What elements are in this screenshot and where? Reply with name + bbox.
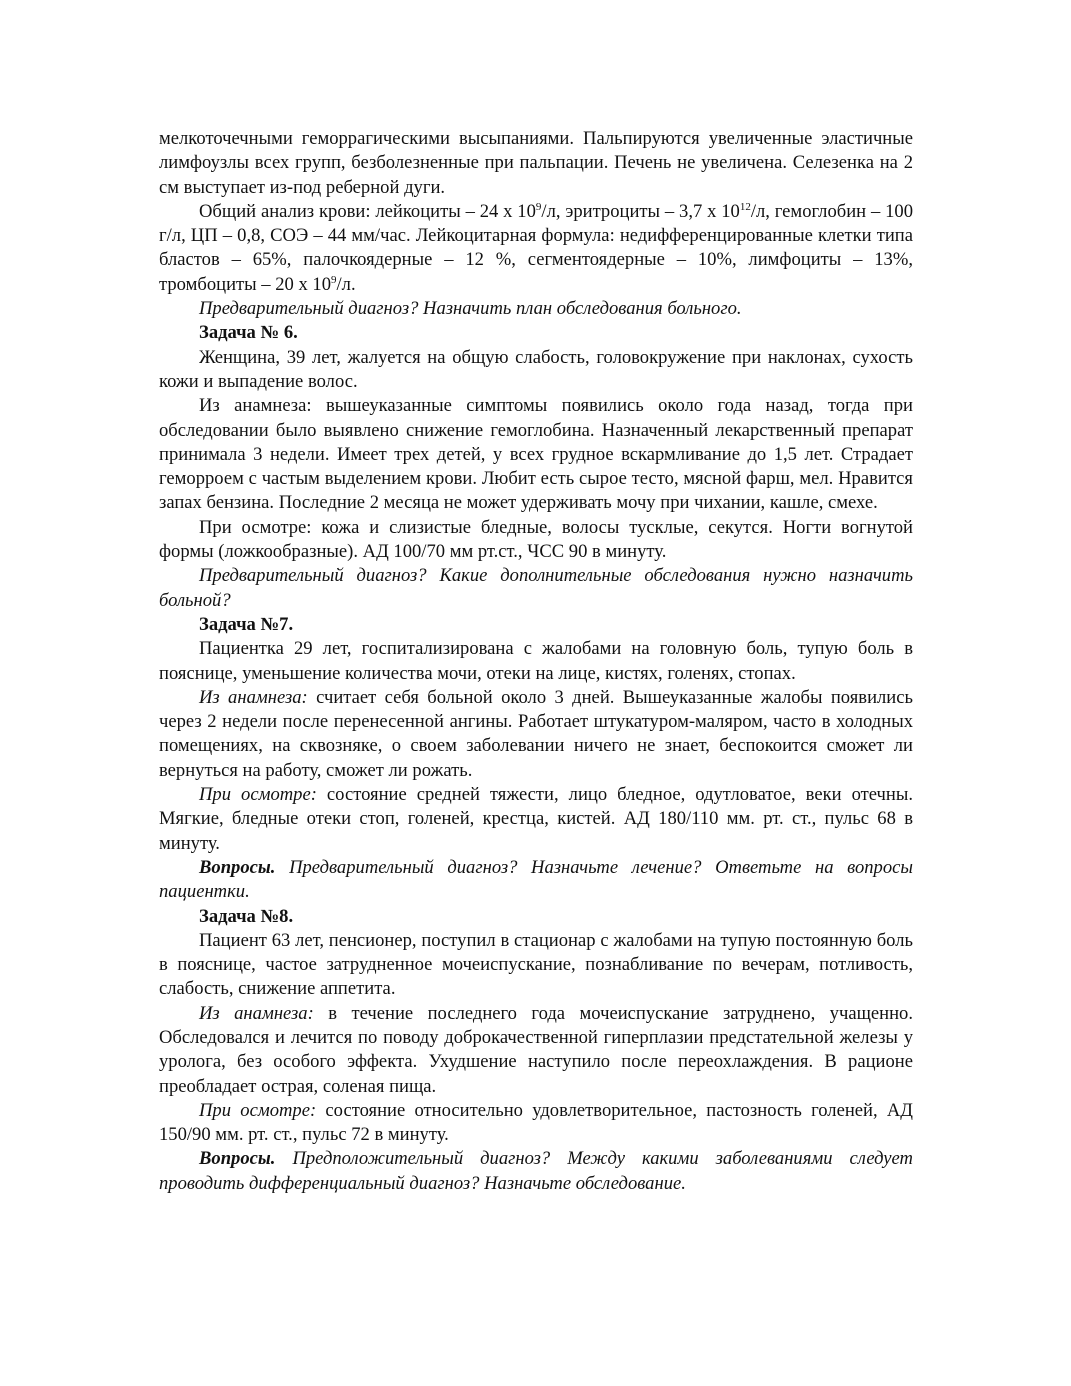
examination-label: При осмотре: <box>199 1099 317 1121</box>
task7-questions: Вопросы. Предварительный диагноз? Назначьте лечение? Ответьте на вопросы пациентки. <box>159 856 913 903</box>
anamnesis-label: Из анамнеза: <box>199 686 308 708</box>
paragraph-exam-continued: мелкоточечными геморрагическими высыпаниями. Пальпируются увеличенные эластичные лимфоузлы всех групп, безболезненные при пальпации. Печень не увеличена. Селезенка на 2 см выступает из-под реберной дуги. <box>159 128 913 198</box>
task6-question: Предварительный диагноз? Какие дополнительные обследования нужно назначить больной? <box>159 565 913 611</box>
task6-title: Задача № 6. <box>199 322 298 344</box>
document-page <box>159 127 913 1196</box>
task8-anamnesis: Из анамнеза: в течение последнего года мочеиспускание затруднено, учащенно. Обследовался и лечится по поводу доброкачественной гиперплазии предстательной железы у уролога, без особого эффекта. Ухудшение наступило после переохлаждения. В рационе преобладает острая, соленая пища. <box>159 1002 913 1097</box>
question-task5: Предварительный диагноз? Назначить план обследования больного. <box>199 298 742 320</box>
task7-anamnesis: Из анамнеза: считает себя больной около 3 дней. Вышеуказанные жалобы появились через 2 недели после перенесенной ангины. Работает штукатуром-маляром, часто в холодных помещениях, на сквозняке, о своем заболевании ничего не знает, беспокоится сможет ли вернуться на работу, сможет ли рожать. <box>159 686 913 781</box>
questions-label: Вопросы. <box>199 1148 276 1170</box>
anamnesis-label: Из анамнеза: <box>199 1002 314 1024</box>
task6-complaints: Женщина, 39 лет, жалуется на общую слабость, головокружение при наклонах, сухость кожи и выпадение волос. <box>159 346 913 392</box>
task6-examination: При осмотре: кожа и слизистые бледные, волосы тусклые, секутся. Ногти вогнутой формы (ложкообразные). АД 100/70 мм рт.ст., ЧСС 90 в минуту. <box>159 516 913 563</box>
paragraph-blood-test: Общий анализ крови: лейкоциты – 24 х $10^9/л$, эритроциты – 3,7 х $10^{12}/л$, гемоглобин – 100 г/л, ЦП – 0,8, СОЭ – 44 мм/час. Лейкоцитарная формула: недифференцированные клетки типа бластов – 65%, палочкоядерные – 12 %, сегментоядерные – 10%, лимфоциты – 13%, тромбоциты – 20 х $10^9/л$. <box>159 200 913 295</box>
task6-anamnesis: Из анамнеза: вышеуказанные симптомы появились около года назад, тогда при обследовании было выявлено снижение гемоглобина. Назначенный лекарственный препарат принимала 3 недели. Имеет трех детей, у всех грудное вскармливание до 1,5 лет. Страдает геморроем с частым выделением крови. Любит есть сырое тесто, мясной фарш, мел. Нравится запах бензина. Последние 2 месяца не может удерживать мочу при чихании, кашле, смехе. <box>159 395 913 514</box>
task7-examination: При осмотре: состояние средней тяжести, лицо бледное, одутловатое, веки отечны. Мягкие, бледные отеки стоп, голеней, крестца, кистей. АД 180/110 мм. рт. ст., пульс 68 в минуту. <box>159 784 913 854</box>
task8-complaints: Пациент 63 лет, пенсионер, поступил в стационар с жалобами на тупую постоянную боль в пояснице, частое затрудненное мочеиспускание, познабливание по вечерам, потливость, слабость, снижение аппетита. <box>159 929 913 1000</box>
task8-questions: Вопросы. Предположительный диагноз? Между какими заболеваниями следует проводить дифференциальный диагноз? Назначьте обследование. <box>159 1148 913 1194</box>
task8-examination: При осмотре: состояние относительно удовлетворительное, пастозность голеней, АД 150/90 мм. рт. ст., пульс 72 в минуту. <box>159 1099 913 1146</box>
questions-label: Вопросы. <box>199 856 276 878</box>
task7-title: Задача №7. <box>199 613 294 635</box>
task8-title: Задача №8. <box>199 905 294 927</box>
examination-label: При осмотре: <box>199 784 317 806</box>
task7-complaints: Пациентка 29 лет, госпитализирована с жалобами на головную боль, тупую боль в пояснице, уменьшение количества мочи, отеки на лице, кистях, голенях, стопах. <box>159 638 913 684</box>
